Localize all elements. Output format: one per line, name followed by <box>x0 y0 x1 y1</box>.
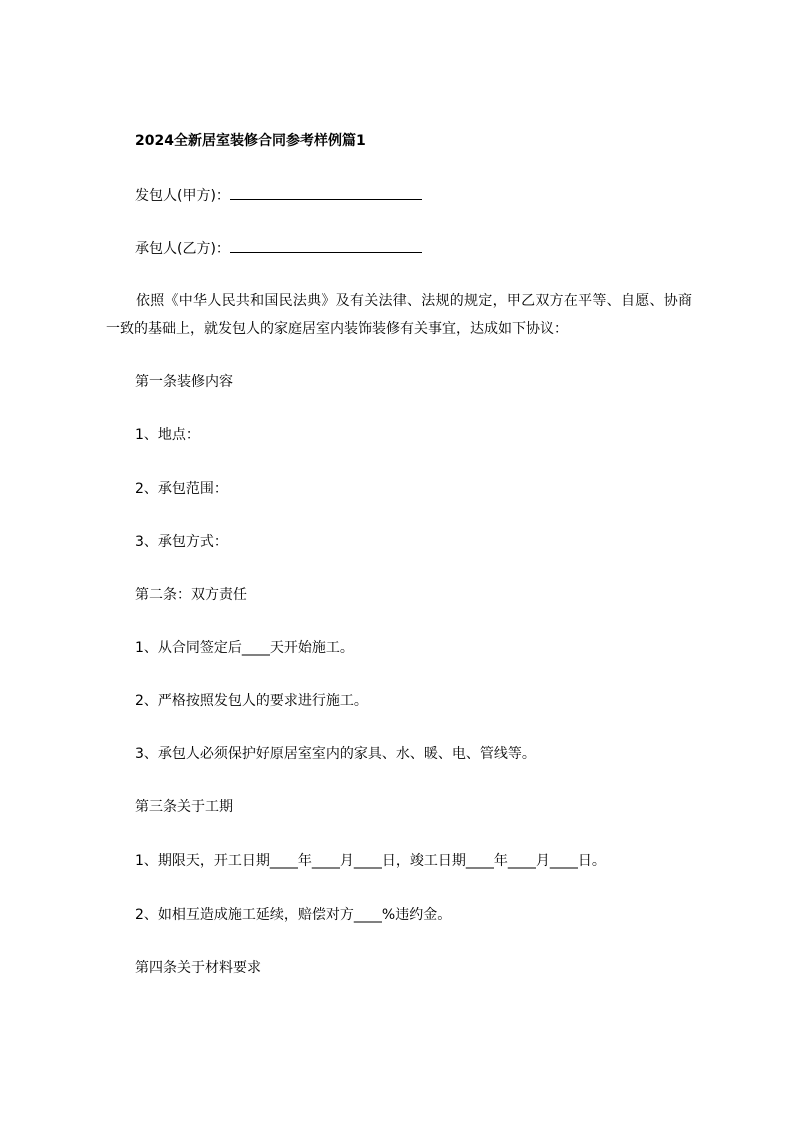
party-b-label: 承包人(乙方)： <box>135 241 230 257</box>
article3-item: 1、期限天，开工日期____年____月____日，竣工日期____年____月____日。 <box>135 853 606 869</box>
party-a-line <box>135 185 422 206</box>
party-b-blank[interactable] <box>230 238 422 253</box>
article4-heading: 第四条关于材料要求 <box>135 960 261 976</box>
article3-heading: 第三条关于工期 <box>135 799 233 815</box>
article2-item: 2、严格按照发包人的要求进行施工。 <box>135 693 368 709</box>
article2-heading: 第二条：双方责任 <box>135 587 247 603</box>
document-title: 2024全新居室装修合同参考样例篇1 <box>135 133 366 149</box>
article1-item: 2、承包范围： <box>135 481 228 497</box>
article1-heading: 第一条装修内容 <box>135 374 233 390</box>
party-a-label: 发包人(甲方)： <box>135 188 230 204</box>
article2-item: 1、从合同签定后____天开始施工。 <box>135 640 354 656</box>
article1-item: 1、地点： <box>135 427 200 443</box>
party-a-blank[interactable] <box>230 185 422 200</box>
article2-item: 3、承包人必须保护好原居室室内的家具、水、暖、电、管线等。 <box>135 746 536 762</box>
article1-item: 3、承包方式： <box>135 534 228 550</box>
article3-item: 2、如相互造成施工延续，赔偿对方____%违约金。 <box>135 907 452 923</box>
party-b-line <box>135 238 422 259</box>
preamble-paragraph: 依照《中华人民共和国民法典》及有关法律、法规的规定，甲乙双方在平等、自愿、协商一致的基础上，就发包人的家庭居室内装饰装修有关事宜，达成如下协议： <box>106 293 692 337</box>
